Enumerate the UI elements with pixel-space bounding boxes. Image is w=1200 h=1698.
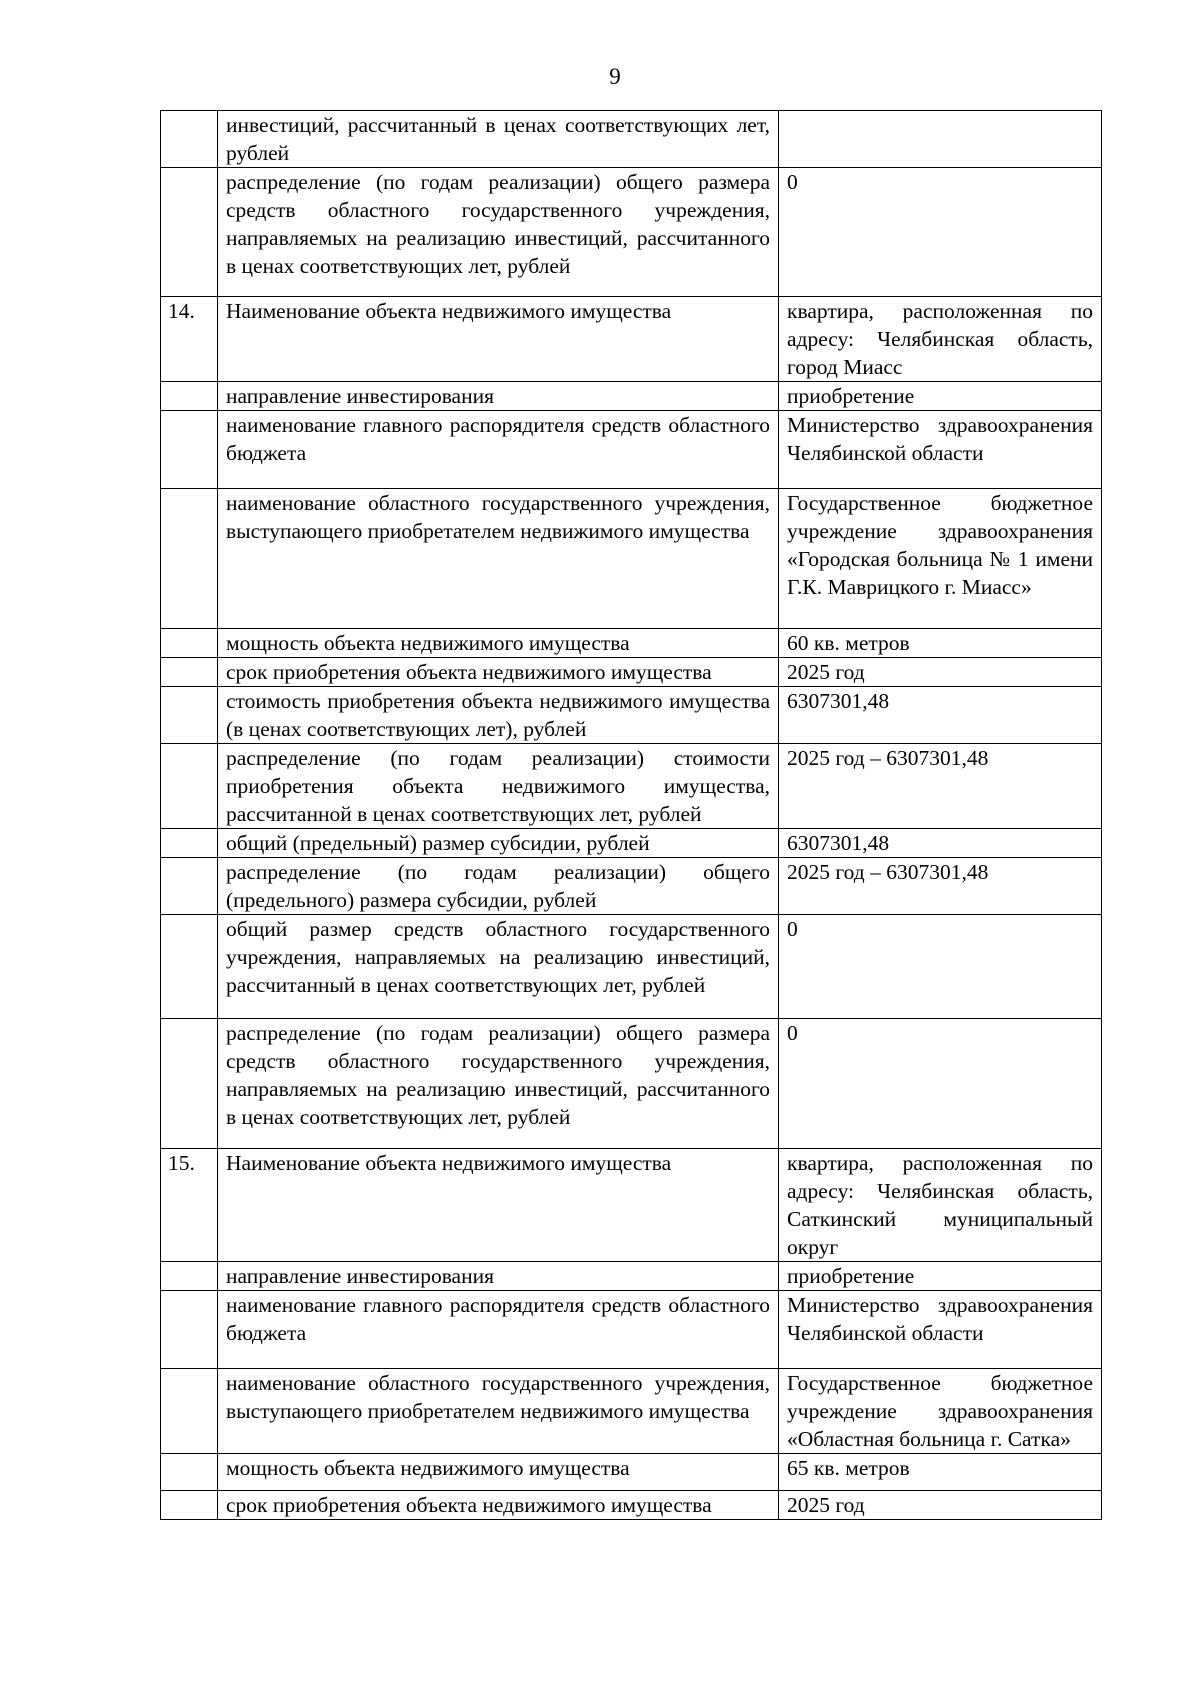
row-value: 2025 год – 6307301,48 xyxy=(779,858,1102,915)
row-label: стоимость приобретения объекта недвижимого имущества (в ценах соответствующих лет), рублей xyxy=(218,687,779,744)
row-label: наименование главного распорядителя средств областного бюджета xyxy=(218,1291,779,1369)
row-number xyxy=(161,687,218,744)
table-row xyxy=(161,1491,1102,1520)
row-label: наименование областного государственного учреждения, выступающего приобретателем недвижимого имущества xyxy=(218,489,779,629)
row-number xyxy=(161,858,218,915)
table-row xyxy=(161,658,1102,687)
row-value: квартира, расположенная по адресу: Челябинская область, Саткинский муниципальный округ xyxy=(779,1149,1102,1262)
table-row xyxy=(161,829,1102,858)
table-row xyxy=(161,411,1102,489)
row-number xyxy=(161,1369,218,1454)
table-row xyxy=(161,111,1102,168)
table-row xyxy=(161,489,1102,629)
page-number: 9 xyxy=(609,64,621,89)
row-number: 15. xyxy=(161,1149,218,1262)
row-label: инвестиций, рассчитанный в ценах соответствующих лет, рублей xyxy=(218,111,779,168)
row-number xyxy=(161,1491,218,1520)
table-row xyxy=(161,382,1102,411)
row-label: общий размер средств областного государственного учреждения, направляемых на реализацию инвестиций, рассчитанный в ценах соответствующих лет, рублей xyxy=(218,915,779,1019)
row-value: Государственное бюджетное учреждение здравоохранения «Областная больница г. Сатка» xyxy=(779,1369,1102,1454)
row-label: направление инвестирования xyxy=(218,382,779,411)
row-number xyxy=(161,168,218,297)
row-value: квартира, расположенная по адресу: Челябинская область, город Миасс xyxy=(779,297,1102,382)
table-row xyxy=(161,629,1102,658)
table-row xyxy=(161,168,1102,297)
row-number xyxy=(161,915,218,1019)
row-number xyxy=(161,411,218,489)
row-value: Государственное бюджетное учреждение здравоохранения «Городская больница № 1 имени Г.К. Маврицкого г. Миасс» xyxy=(779,489,1102,629)
row-label: срок приобретения объекта недвижимого имущества xyxy=(218,1491,779,1520)
row-value: 6307301,48 xyxy=(779,687,1102,744)
row-label: наименование главного распорядителя средств областного бюджета xyxy=(218,411,779,489)
row-value: 0 xyxy=(779,1019,1102,1149)
row-value: 2025 год xyxy=(779,1491,1102,1520)
row-value: Министерство здравоохранения Челябинской области xyxy=(779,1291,1102,1369)
row-value xyxy=(779,111,1102,168)
row-value: Министерство здравоохранения Челябинской области xyxy=(779,411,1102,489)
investment-table xyxy=(160,110,1102,1520)
row-label: Наименование объекта недвижимого имущества xyxy=(218,297,779,382)
row-label: распределение (по годам реализации) стоимости приобретения объекта недвижимого имущества, рассчитанной в ценах соответствующих лет, рублей xyxy=(218,744,779,829)
row-value: 2025 год xyxy=(779,658,1102,687)
row-label: мощность объекта недвижимого имущества xyxy=(218,629,779,658)
row-value: 0 xyxy=(779,168,1102,297)
row-value: 0 xyxy=(779,915,1102,1019)
row-number xyxy=(161,829,218,858)
row-number xyxy=(161,1454,218,1491)
table-row xyxy=(161,1149,1102,1262)
row-value: 6307301,48 xyxy=(779,829,1102,858)
row-number xyxy=(161,489,218,629)
table-row xyxy=(161,744,1102,829)
table-row xyxy=(161,1291,1102,1369)
row-number xyxy=(161,382,218,411)
table-row xyxy=(161,1454,1102,1491)
row-number xyxy=(161,1262,218,1291)
row-value: приобретение xyxy=(779,382,1102,411)
row-label: мощность объекта недвижимого имущества xyxy=(218,1454,779,1491)
table-row xyxy=(161,915,1102,1019)
table-row xyxy=(161,1262,1102,1291)
table-row xyxy=(161,1019,1102,1149)
row-number xyxy=(161,111,218,168)
row-label: наименование областного государственного учреждения, выступающего приобретателем недвижимого имущества xyxy=(218,1369,779,1454)
row-label: Наименование объекта недвижимого имущества xyxy=(218,1149,779,1262)
row-number xyxy=(161,1019,218,1149)
table-row xyxy=(161,1369,1102,1454)
row-label: срок приобретения объекта недвижимого имущества xyxy=(218,658,779,687)
row-label: распределение (по годам реализации) общего размера средств областного государственного учреждения, направляемых на реализацию инвестиций, рассчитанного в ценах соответствующих лет, рублей xyxy=(218,1019,779,1149)
row-label: распределение (по годам реализации) общего (предельного) размера субсидии, рублей xyxy=(218,858,779,915)
row-number xyxy=(161,744,218,829)
row-value: 60 кв. метров xyxy=(779,629,1102,658)
row-number: 14. xyxy=(161,297,218,382)
table-row xyxy=(161,297,1102,382)
row-label: распределение (по годам реализации) общего размера средств областного государственного учреждения, направляемых на реализацию инвестиций, рассчитанного в ценах соответствующих лет, рублей xyxy=(218,168,779,297)
row-value: 65 кв. метров xyxy=(779,1454,1102,1491)
row-value: 2025 год – 6307301,48 xyxy=(779,744,1102,829)
table-row xyxy=(161,858,1102,915)
row-number xyxy=(161,658,218,687)
row-label: направление инвестирования xyxy=(218,1262,779,1291)
row-value: приобретение xyxy=(779,1262,1102,1291)
table-row xyxy=(161,687,1102,744)
row-number xyxy=(161,629,218,658)
row-number xyxy=(161,1291,218,1369)
row-label: общий (предельный) размер субсидии, рублей xyxy=(218,829,779,858)
